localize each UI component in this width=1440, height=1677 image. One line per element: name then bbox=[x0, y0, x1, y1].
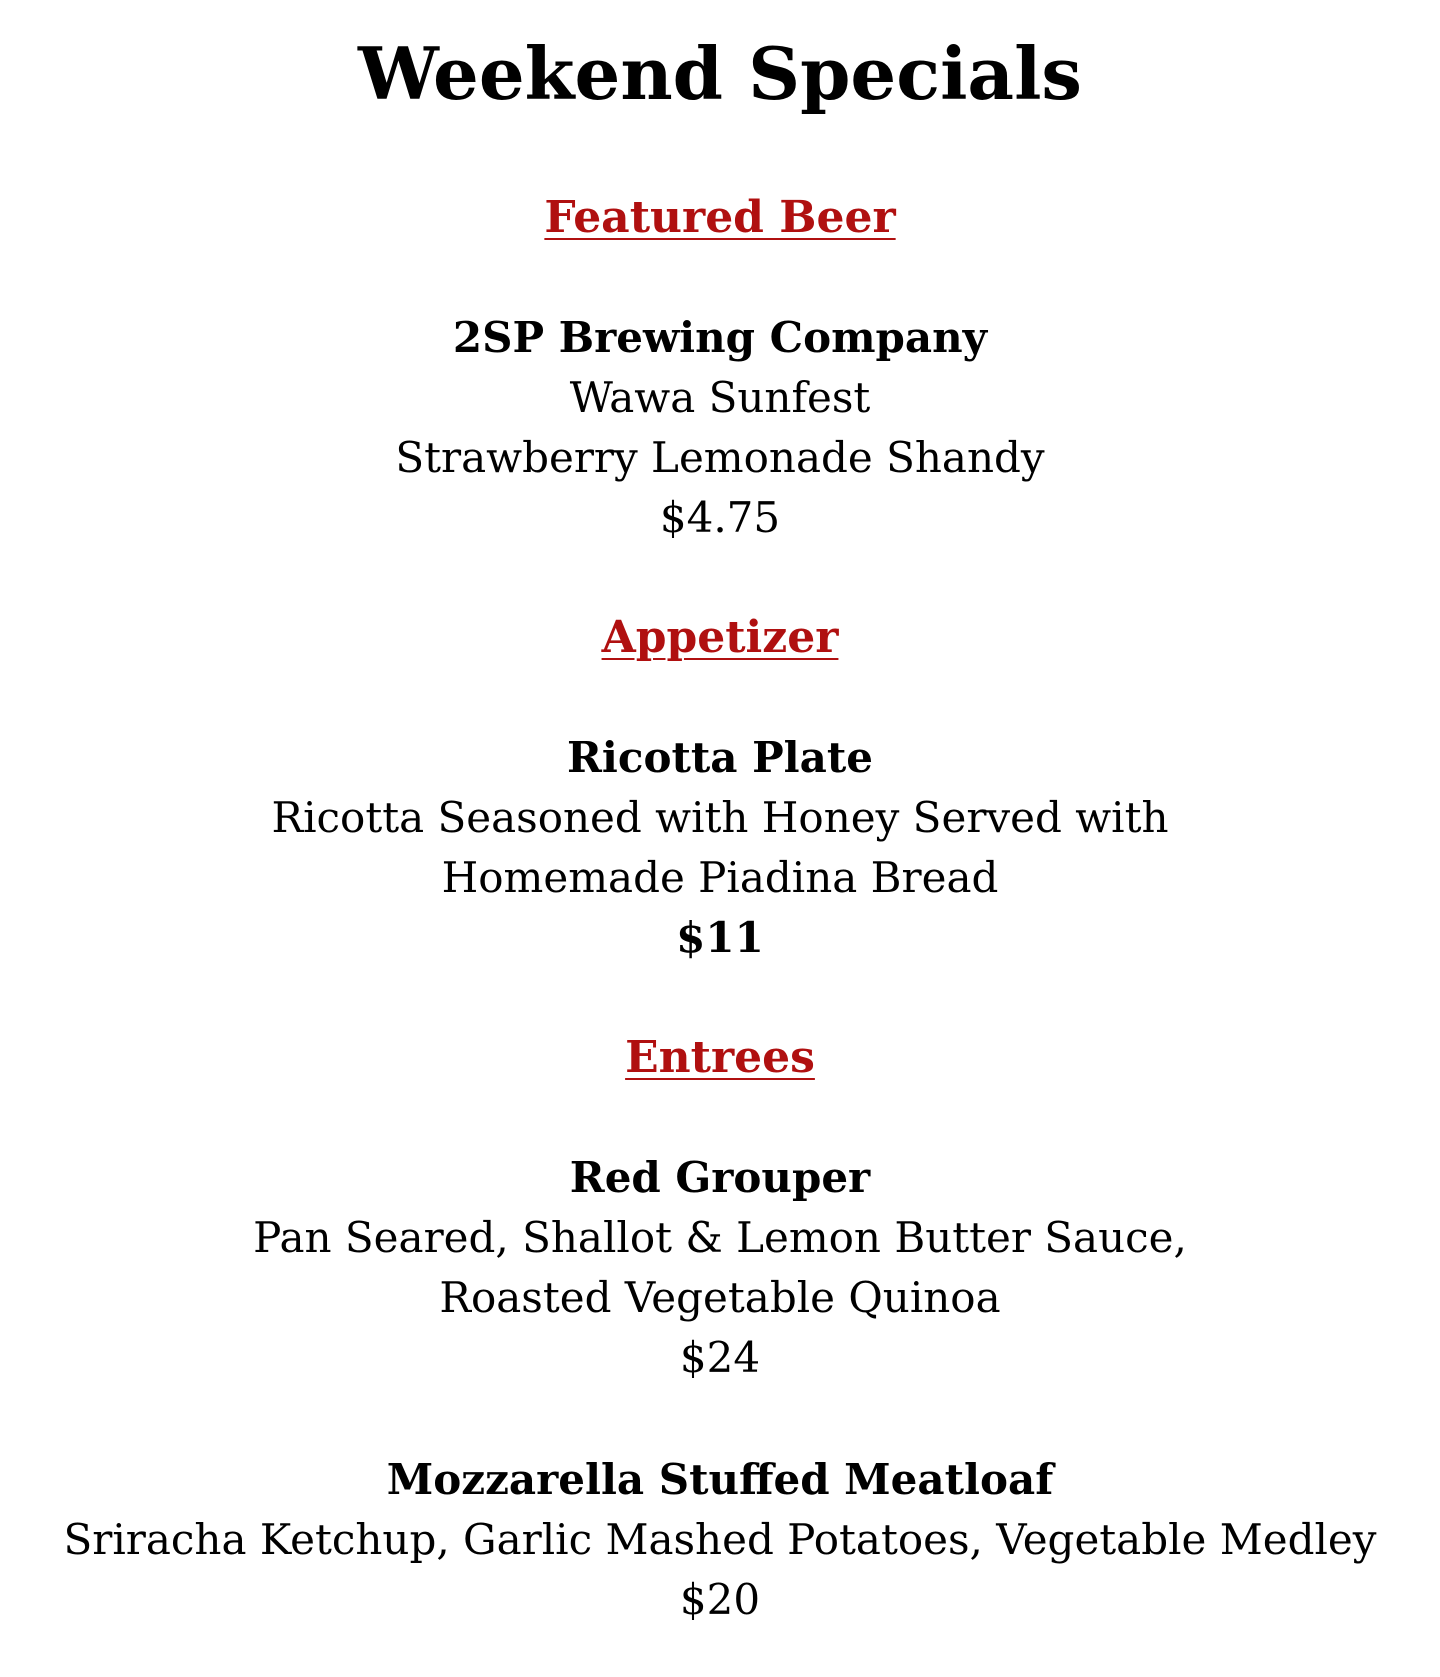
item-price: $20 bbox=[679, 1575, 761, 1624]
item-description-line: Ricotta Seasoned with Honey Served with bbox=[271, 793, 1169, 842]
item-name: Ricotta Plate bbox=[567, 733, 873, 782]
item-description-line: Homemade Piadina Bread bbox=[441, 853, 999, 902]
item-price: $24 bbox=[679, 1333, 761, 1382]
menu-item bbox=[0, 308, 1440, 548]
item-description-line: Sriracha Ketchup, Garlic Mashed Potatoes, Vegetable Medley bbox=[63, 1515, 1377, 1564]
item-name: Red Grouper bbox=[569, 1153, 871, 1202]
section-heading-featured-beer: Featured Beer bbox=[544, 192, 896, 243]
section-heading-appetizer: Appetizer bbox=[601, 612, 839, 663]
item-price: $4.75 bbox=[659, 493, 781, 542]
menu-item bbox=[0, 1450, 1440, 1630]
page-title: Weekend Specials bbox=[358, 31, 1082, 116]
section-featured-beer bbox=[0, 190, 1440, 548]
item-name: 2SP Brewing Company bbox=[452, 313, 988, 362]
section-entrees bbox=[0, 1030, 1440, 1630]
item-description-line: Roasted Vegetable Quinoa bbox=[439, 1273, 1001, 1322]
menu-item bbox=[0, 1148, 1440, 1388]
menu-item bbox=[0, 728, 1440, 968]
item-name: Mozzarella Stuffed Meatloaf bbox=[386, 1455, 1054, 1504]
section-heading-entrees: Entrees bbox=[625, 1032, 815, 1083]
item-description-line: Pan Seared, Shallot & Lemon Butter Sauce, bbox=[253, 1213, 1187, 1262]
section-appetizer bbox=[0, 610, 1440, 968]
item-description-line: Wawa Sunfest bbox=[569, 373, 871, 422]
item-price: $11 bbox=[676, 913, 764, 962]
item-description-line: Strawberry Lemonade Shandy bbox=[395, 433, 1045, 482]
